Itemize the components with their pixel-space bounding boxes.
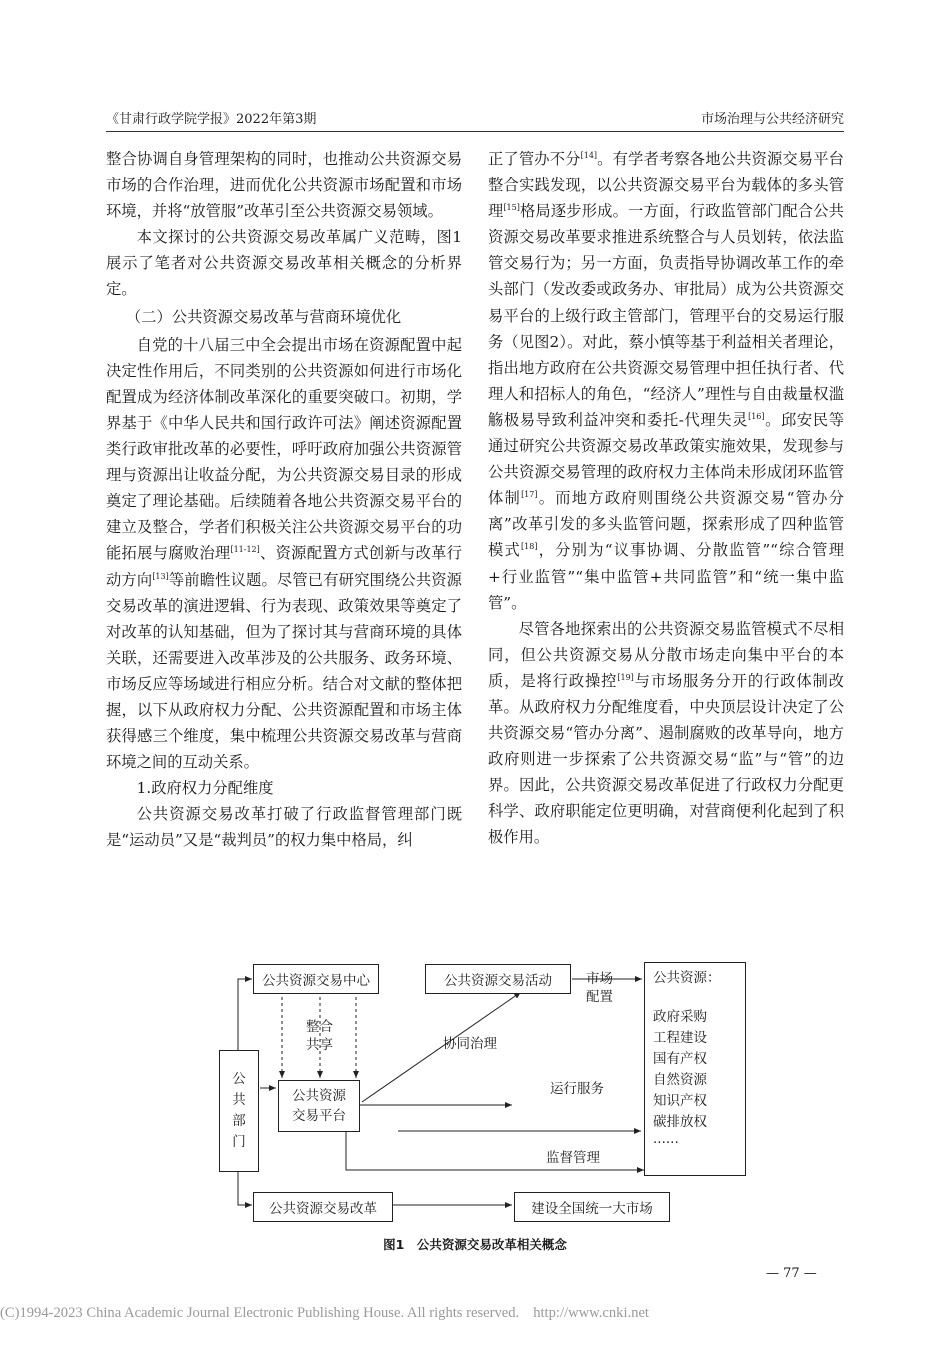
paragraph: 公共资源交易改革打破了行政监督管理部门既是“运动员”又是“裁判员”的权力集中格局，纠 <box>106 805 462 850</box>
public-resources-box <box>644 962 746 1176</box>
operation-service-label: 运行服务 <box>550 1081 604 1097</box>
citation: [13] <box>152 571 169 581</box>
figure-caption: 图1 公共资源交易改革相关概念 <box>383 1237 567 1252</box>
citation: [15] <box>503 203 520 213</box>
trading-center-box: 公共资源交易中心 <box>253 964 379 994</box>
trading-reform-box: 公共资源交易改革 <box>253 1192 393 1222</box>
unified-market-box: 建设全国统一大市场 <box>514 1192 670 1222</box>
citation: [14] <box>580 150 598 160</box>
figure-1 <box>216 958 748 1224</box>
integrate-share-label: 整合 共享 <box>306 1019 333 1053</box>
running-head <box>106 108 844 127</box>
paragraph: 本文探讨的公共资源交易改革属广义范畴，图1展示了笔者对公共资源交易改革相关概念的分析界定。 <box>106 228 462 299</box>
resources-list: 政府采购 工程建设 国有产权 自然资源 知识产权 碳排放权 ······ <box>653 1009 707 1151</box>
citation: [18] <box>521 542 538 552</box>
cnki-url: http://www.cnki.net <box>533 1305 649 1321</box>
paragraph: 正了管办不分[14]。有学者考察各地公共资源交易平台整合实践发现，以公共资源交易平台为载体的多头管理[15]格局逐步形成。一方面，行政监管部门配合公共资源交易改革要求推进系统整合与人员划转，依法监管交易行为；另一方面，负责指导协调改革工作的牵头部门（发改委或政务办、审批局）成为公共资源交易平台的上级行政主管部门，管理平台的交易运行服务（见图2）。对此，蔡小慎等基于利益相关者理论，指出地方政府在公共资源交易管理中担任执行者、代理人和招标人的角色，“经济人”理性与自由裁量权滥觞极易导致利益冲突和委托-代理失灵[16]。邱安民等通过研究公共资源交易改革政策实施效果，发现参与公共资源交易管理的政府权力主体尚未形成闭环监管体制[17]。而地方政府则围绕公共资源交易“管办分离”改革引发的多头监管问题，探索形成了四种监管模式[18]，分别为“议事协调、分散监管”“综合管理+行业监管”“集中监管+共同监管”和“统一集中监管”。 <box>488 150 844 612</box>
citation: [17] <box>521 490 538 500</box>
right-column <box>488 146 844 851</box>
section-heading: （二）公共资源交易改革与营商环境优化 <box>125 307 402 326</box>
header-rule <box>106 131 844 132</box>
trading-activity-box: 公共资源交易活动 <box>425 964 571 994</box>
citation: [19] <box>617 672 634 682</box>
paragraph: 整合协调自身管理架构的同时，也推动公共资源交易市场的合作治理，进而优化公共资源市场配置和市场环境，并将“放管服”改革引至公共资源交易领域。 <box>106 150 462 221</box>
paragraph: 尽管各地探索出的公共资源交易监管模式不尽相同，但公共资源交易从分散市场走向集中平台的本质，是将行政操控[19]与市场服务分开的行政体制改革。从政府权力分配维度看，中央顶层设计决定了公共资源交易“管办分离”、遏制腐败的改革导向，地方政府则进一步探索了公共资源交易“监”与“管”的边界。因此，公共资源交易改革促进了行政权力分配更科学、政府职能定位更明确，对营商便利化起到了积极作用。 <box>488 619 844 847</box>
supervision-label: 监督管理 <box>546 1150 600 1166</box>
public-department-box: 公 共 部 门 <box>219 1050 259 1172</box>
market-allocation-label: 市场 配置 <box>586 971 613 1005</box>
citation: [16] <box>748 411 765 421</box>
resources-title: 公共资源： <box>653 970 721 986</box>
left-column <box>106 146 462 854</box>
journal-name: 《甘肃行政学院学报》2022年第3期 <box>106 112 317 127</box>
paragraph: 自党的十八届三中全会提出市场在资源配置中起决定性作用后，不同类别的公共资源如何进行市场化配置成为经济体制改革深化的重要突破口。初期，学界基于《中华人民共和国行政许可法》阐述资源配置类行政审批改革的必要性，呼吁政府加强公共资源管理与资源出让收益分配，为公共资源交易目录的形成奠定了理论基础。后续随着各地公共资源交易平台的建立及整合，学者们积极关注公共资源交易平台的功能拓展与腐败治理[11-12]、资源配置方式创新与改革行动方向[13]等前瞻性议题。尽管已有研究围绕公共资源交易改革的演进逻辑、行为表现、政策效果等奠定了对改革的认知基础，但为了探讨其与营商环境的具体关联，还需要进入改革涉及的公共服务、政务环境、市场反应等场域进行相应分析。结合对文献的整体把握，以下从政府权力分配、公共资源配置和市场主体获得感三个维度，集中梳理公共资源交易改革与营商环境之间的互动关系。 <box>106 335 462 772</box>
citation: [11-12] <box>230 545 260 555</box>
page-number: — 77 — <box>766 1266 817 1281</box>
collaborative-governance-label: 协同治理 <box>443 1036 497 1052</box>
copyright-line: (C)1994-2023 China Academic Journal Electronic Publishing House. All rights reserved. http://www.cnki.net <box>0 1305 649 1321</box>
section-name: 市场治理与公共经济研究 <box>700 112 844 127</box>
subsection-heading: 1.政府权力分配维度 <box>136 779 274 798</box>
trading-platform-box: 公共资源 交易平台 <box>278 1080 360 1132</box>
